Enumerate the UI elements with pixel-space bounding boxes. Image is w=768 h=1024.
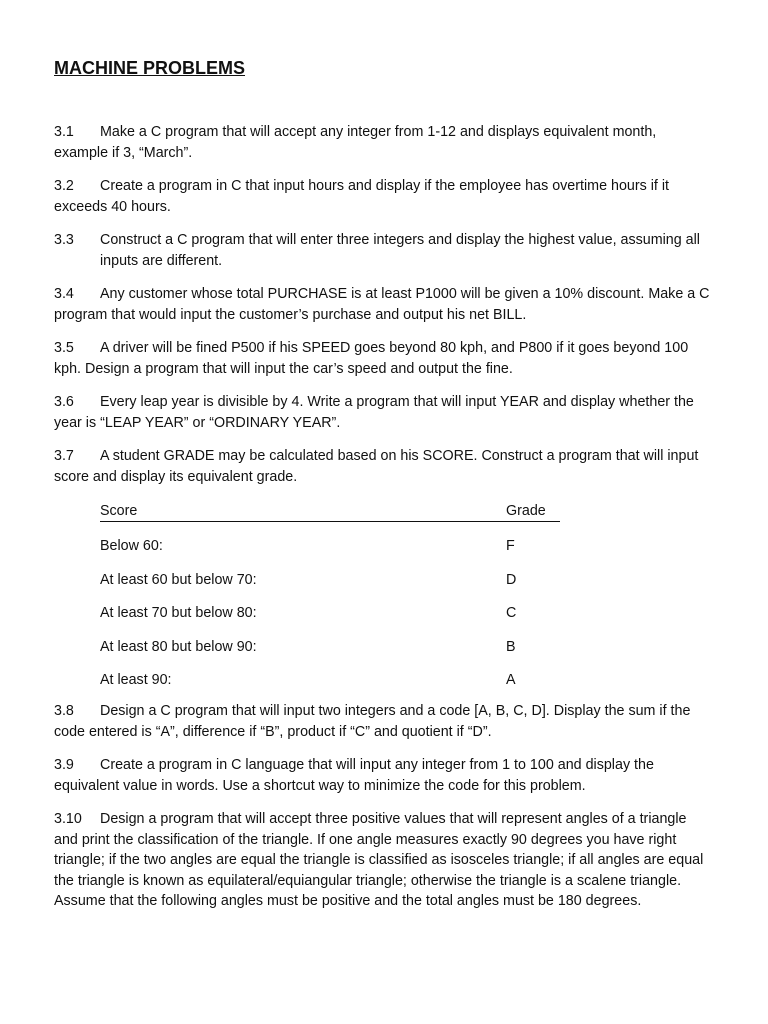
problem-text: Create a program in C that input hours and display if the employee has overtime hours if it exceeds 40 hours. (54, 178, 669, 215)
problem-3-7 (54, 446, 714, 487)
problem-3-5 (54, 338, 714, 379)
problem-3-3 (54, 230, 714, 271)
problem-number: 3.5 (54, 340, 74, 356)
problem-text: A driver will be fined P500 if his SPEED goes beyond 80 kph, and P800 if it goes beyond 100 kph. Design a program that will input the car’s speed and output the fine. (54, 340, 689, 377)
grade-column-header: Grade (506, 503, 546, 519)
problem-number: 3.10 (54, 811, 82, 827)
grade-table (100, 501, 560, 688)
problem-number: 3.3 (54, 232, 74, 248)
problem-text: Construct a C program that will enter three integers and display the highest value, assuming all inputs are different. (100, 232, 700, 269)
table-row (100, 670, 600, 690)
grade-cell: C (506, 605, 517, 621)
problem-number: 3.8 (54, 703, 74, 719)
problem-3-10 (54, 809, 714, 912)
problem-3-4 (54, 284, 714, 325)
problem-text: Create a program in C language that will input any integer from 1 to 100 and display the equivalent value in words. Use a shortcut way to minimize the code for this problem. (54, 757, 654, 794)
problem-text: Design a C program that will input two integers and a code [A, B, C, D]. Display the sum if the code entered is “A”, difference if “B”, product if “C” and quotient if “D”. (54, 703, 691, 740)
score-cell: Below 60: (100, 538, 163, 554)
problem-3-8 (54, 701, 714, 742)
problem-text: Make a C program that will accept any integer from 1-12 and displays equivalent month, example if 3, “March”. (54, 124, 657, 161)
problem-text: Design a program that will accept three positive values that will represent angles of a triangle and print the classification of the triangle. If one angle measures exactly 90 degrees you have right triangle; if the two angles are equal the triangle is classified as isosceles triangle; if all angles are equal the triangle is known as equilateral/equiangular triangle; otherwise the triangle is a scalene triangle. Assume that the following angles must be positive and the total angles must be 180 degrees. (54, 811, 704, 909)
problem-3-2 (54, 176, 714, 217)
grade-cell: B (506, 638, 516, 655)
score-cell: At least 60 but below 70: (100, 571, 257, 588)
score-cell: At least 90: (100, 672, 172, 688)
table-row (100, 603, 600, 623)
problem-3-1 (54, 122, 714, 163)
table-row (100, 570, 600, 590)
score-column-header: Score (100, 503, 138, 519)
problem-text: Every leap year is divisible by 4. Write a program that will input YEAR and display whether the year is “LEAP YEAR” or “ORDINARY YEAR”. (54, 394, 694, 431)
score-cell: At least 80 but below 90: (100, 638, 257, 655)
problem-3-9 (54, 755, 714, 796)
problem-number: 3.1 (54, 124, 74, 140)
problem-number: 3.9 (54, 757, 74, 773)
grade-cell: D (506, 571, 517, 588)
problem-text: Any customer whose total PURCHASE is at least P1000 will be given a 10% discount. Make a C program that would input the customer’s purchase and output his net BILL. (54, 286, 710, 323)
problem-number: 3.7 (54, 448, 74, 464)
problem-3-6 (54, 392, 714, 433)
problem-number: 3.2 (54, 178, 74, 194)
problem-text: A student GRADE may be calculated based on his SCORE. Construct a program that will input score and display its equivalent grade. (54, 448, 699, 485)
page-title: MACHINE PROBLEMS (54, 58, 246, 78)
problem-number: 3.6 (54, 394, 74, 410)
table-row (100, 637, 600, 657)
grade-table-header (100, 501, 560, 522)
problem-number: 3.4 (54, 286, 74, 302)
table-row (100, 536, 600, 556)
grade-cell: A (506, 672, 516, 688)
score-cell: At least 70 but below 80: (100, 605, 257, 621)
grade-table-rows (100, 536, 600, 704)
grade-cell: F (506, 538, 515, 554)
